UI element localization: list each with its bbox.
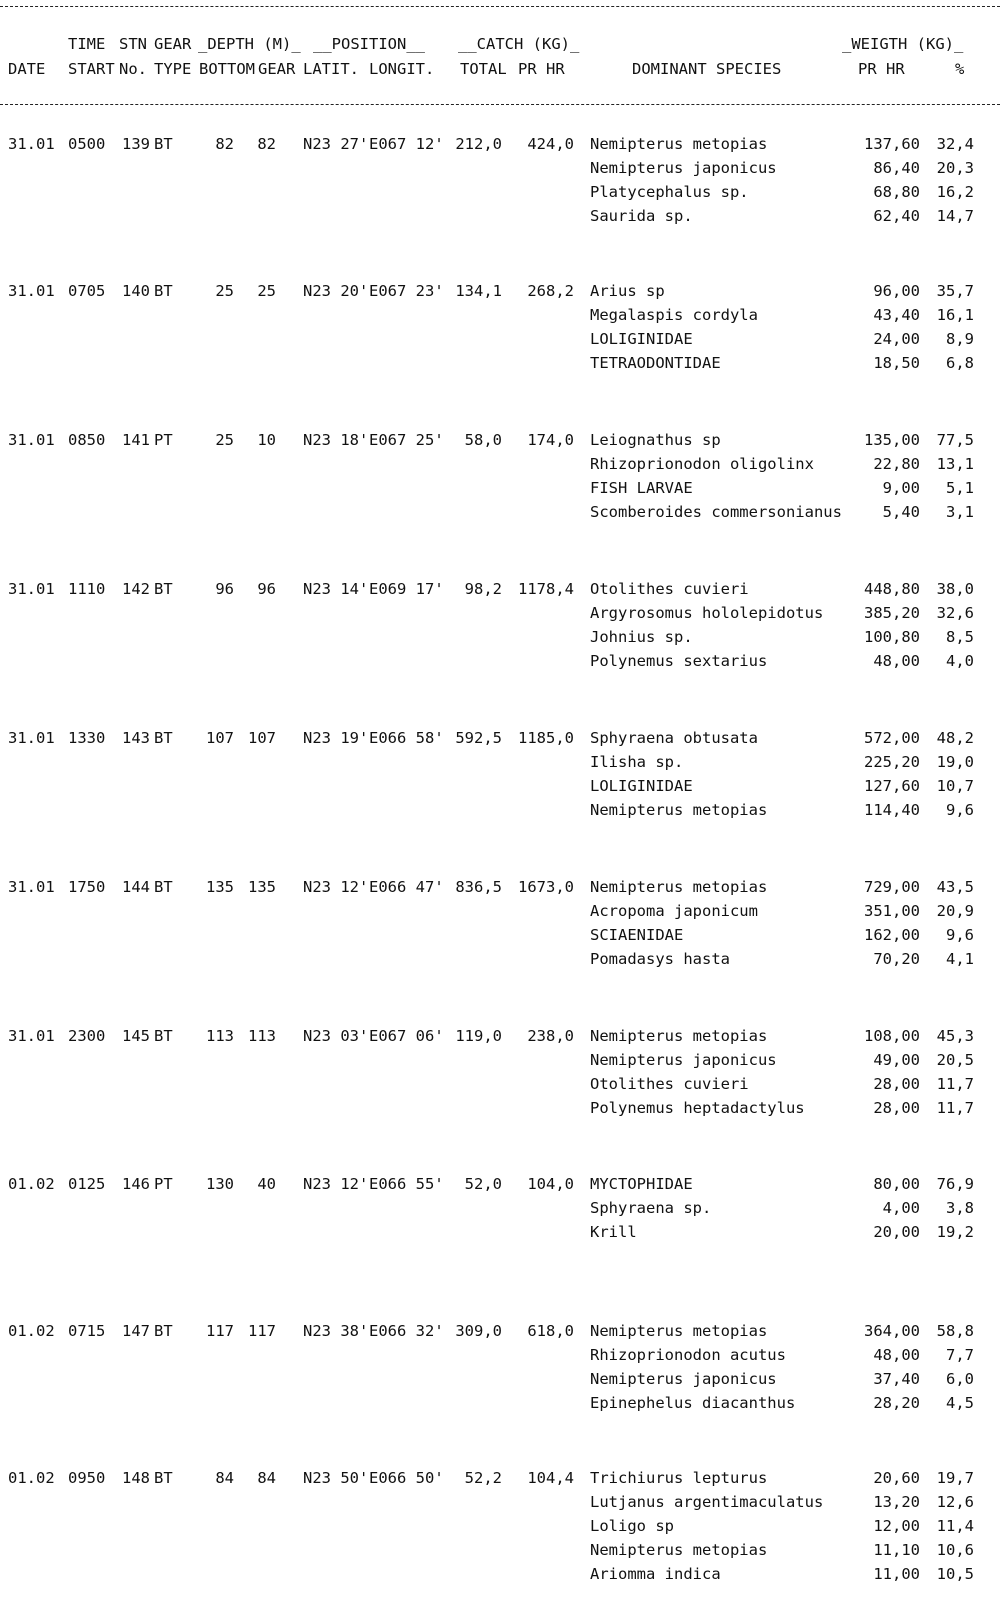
- species-weight: 572,00: [864, 729, 920, 747]
- species-name: LOLIGINIDAE: [590, 777, 693, 795]
- species-percent: 16,2: [936, 183, 974, 201]
- station-date: 31.01: [8, 431, 55, 449]
- station-total: 98,2: [464, 580, 502, 598]
- header-prhr: PR HR: [518, 60, 565, 78]
- species-name: Rhizoprionodon oligolinx: [590, 455, 814, 473]
- species-percent: 10,7: [936, 777, 974, 795]
- species-percent: 6,8: [946, 354, 974, 372]
- header-time: TIME: [68, 35, 106, 53]
- station-prhr: 104,4: [527, 1469, 574, 1487]
- station-prhr: 1673,0: [518, 878, 574, 896]
- station-total: 309,0: [455, 1322, 502, 1340]
- species-percent: 45,3: [936, 1027, 974, 1045]
- station-lat: N23 20': [303, 282, 369, 300]
- station-lat: N23 12': [303, 1175, 369, 1193]
- station-total: 592,5: [455, 729, 502, 747]
- species-weight: 11,10: [873, 1541, 920, 1559]
- species-percent: 11,4: [936, 1517, 974, 1535]
- species-weight: 5,40: [882, 503, 920, 521]
- species-name: Johnius sp.: [590, 628, 693, 646]
- species-name: Rhizoprionodon acutus: [590, 1346, 786, 1364]
- species-name: Polynemus sextarius: [590, 652, 768, 670]
- species-percent: 9,6: [946, 801, 974, 819]
- species-name: Saurida sp.: [590, 207, 693, 225]
- species-weight: 86,40: [873, 159, 920, 177]
- header-gear: GEAR: [154, 35, 192, 53]
- species-weight: 385,20: [864, 604, 920, 622]
- station-bottom: 82: [215, 135, 234, 153]
- header-weight-prhr: PR HR: [858, 60, 905, 78]
- species-name: Nemipterus metopias: [590, 878, 768, 896]
- station-stn: 139: [122, 135, 150, 153]
- header-weight-group: _WEIGTH (KG)_: [842, 35, 964, 53]
- station-prhr: 424,0: [527, 135, 574, 153]
- species-name: SCIAENIDAE: [590, 926, 684, 944]
- species-name: Loligo sp: [590, 1517, 674, 1535]
- species-weight: 225,20: [864, 753, 920, 771]
- station-stn: 148: [122, 1469, 150, 1487]
- station-lat: N23 14': [303, 580, 369, 598]
- station-total: 58,0: [464, 431, 502, 449]
- station-prhr: 174,0: [527, 431, 574, 449]
- station-gear: BT: [154, 878, 173, 896]
- header-gear-depth: GEAR: [258, 60, 296, 78]
- species-weight: 68,80: [873, 183, 920, 201]
- species-weight: 22,80: [873, 455, 920, 473]
- station-lat: N23 19': [303, 729, 369, 747]
- header-position-group: __POSITION__: [313, 35, 425, 53]
- station-gear-depth: 84: [257, 1469, 276, 1487]
- station-bottom: 135: [206, 878, 234, 896]
- station-stn: 142: [122, 580, 150, 598]
- species-percent: 16,1: [936, 306, 974, 324]
- species-weight: 43,40: [873, 306, 920, 324]
- station-gear: PT: [154, 431, 173, 449]
- station-total: 836,5: [455, 878, 502, 896]
- species-weight: 28,00: [873, 1099, 920, 1117]
- station-date: 01.02: [8, 1469, 55, 1487]
- species-name: Scomberoides commersonianus: [590, 503, 842, 521]
- species-weight: 12,00: [873, 1517, 920, 1535]
- station-stn: 147: [122, 1322, 150, 1340]
- header-longit: LONGIT.: [369, 60, 435, 78]
- station-gear-depth: 135: [248, 878, 276, 896]
- station-bottom: 130: [206, 1175, 234, 1193]
- station-bottom: 107: [206, 729, 234, 747]
- station-gear: BT: [154, 1322, 173, 1340]
- station-gear-depth: 25: [257, 282, 276, 300]
- station-bottom: 84: [215, 1469, 234, 1487]
- species-name: Polynemus heptadactylus: [590, 1099, 805, 1117]
- station-prhr: 1178,4: [518, 580, 574, 598]
- station-lon: E069 17': [369, 580, 444, 598]
- station-time: 0125: [68, 1175, 106, 1193]
- station-lat: N23 38': [303, 1322, 369, 1340]
- species-name: Nemipterus japonicus: [590, 1051, 777, 1069]
- station-gear-depth: 10: [257, 431, 276, 449]
- station-stn: 143: [122, 729, 150, 747]
- species-percent: 8,9: [946, 330, 974, 348]
- species-weight: 127,60: [864, 777, 920, 795]
- species-weight: 114,40: [864, 801, 920, 819]
- species-name: Nemipterus metopias: [590, 1541, 768, 1559]
- station-time: 0950: [68, 1469, 106, 1487]
- station-stn: 140: [122, 282, 150, 300]
- species-name: TETRAODONTIDAE: [590, 354, 721, 372]
- header-total: TOTAL: [460, 60, 507, 78]
- species-weight: 96,00: [873, 282, 920, 300]
- species-weight: 48,00: [873, 652, 920, 670]
- species-name: Nemipterus metopias: [590, 801, 768, 819]
- species-percent: 14,7: [936, 207, 974, 225]
- species-weight: 448,80: [864, 580, 920, 598]
- station-gear: BT: [154, 1027, 173, 1045]
- station-gear: BT: [154, 1469, 173, 1487]
- species-name: Lutjanus argentimaculatus: [590, 1493, 824, 1511]
- species-percent: 6,0: [946, 1370, 974, 1388]
- species-weight: 4,00: [882, 1199, 920, 1217]
- species-weight: 108,00: [864, 1027, 920, 1045]
- station-time: 0850: [68, 431, 106, 449]
- species-name: Megalaspis cordyla: [590, 306, 758, 324]
- species-weight: 137,60: [864, 135, 920, 153]
- station-time: 1110: [68, 580, 106, 598]
- station-prhr: 618,0: [527, 1322, 574, 1340]
- species-name: Otolithes cuvieri: [590, 1075, 749, 1093]
- station-date: 01.02: [8, 1322, 55, 1340]
- station-prhr: 268,2: [527, 282, 574, 300]
- species-name: LOLIGINIDAE: [590, 330, 693, 348]
- station-stn: 145: [122, 1027, 150, 1045]
- station-gear-depth: 107: [248, 729, 276, 747]
- station-time: 0715: [68, 1322, 106, 1340]
- species-percent: 32,6: [936, 604, 974, 622]
- station-lon: E067 12': [369, 135, 444, 153]
- species-weight: 100,80: [864, 628, 920, 646]
- species-weight: 28,00: [873, 1075, 920, 1093]
- station-lon: E066 32': [369, 1322, 444, 1340]
- species-percent: 20,3: [936, 159, 974, 177]
- species-percent: 19,2: [936, 1223, 974, 1241]
- species-percent: 19,0: [936, 753, 974, 771]
- species-name: Acropoma japonicum: [590, 902, 758, 920]
- header-start: START: [68, 60, 115, 78]
- station-time: 1750: [68, 878, 106, 896]
- species-name: Ariomma indica: [590, 1565, 721, 1583]
- species-percent: 19,7: [936, 1469, 974, 1487]
- header-species: DOMINANT SPECIES: [632, 60, 782, 78]
- species-weight: 20,00: [873, 1223, 920, 1241]
- species-percent: 3,1: [946, 503, 974, 521]
- species-name: Leiognathus sp: [590, 431, 721, 449]
- species-percent: 12,6: [936, 1493, 974, 1511]
- species-percent: 76,9: [936, 1175, 974, 1193]
- station-prhr: 1185,0: [518, 729, 574, 747]
- station-prhr: 238,0: [527, 1027, 574, 1045]
- station-gear: BT: [154, 135, 173, 153]
- station-gear-depth: 82: [257, 135, 276, 153]
- station-lat: N23 18': [303, 431, 369, 449]
- species-weight: 729,00: [864, 878, 920, 896]
- station-lon: E066 58': [369, 729, 444, 747]
- species-percent: 20,5: [936, 1051, 974, 1069]
- species-percent: 9,6: [946, 926, 974, 944]
- station-bottom: 113: [206, 1027, 234, 1045]
- station-time: 0500: [68, 135, 106, 153]
- station-date: 31.01: [8, 135, 55, 153]
- header-dashed-rule: [0, 104, 1000, 105]
- species-weight: 364,00: [864, 1322, 920, 1340]
- station-total: 119,0: [455, 1027, 502, 1045]
- species-name: Platycephalus sp.: [590, 183, 749, 201]
- species-name: Nemipterus metopias: [590, 135, 768, 153]
- station-total: 52,2: [464, 1469, 502, 1487]
- species-percent: 43,5: [936, 878, 974, 896]
- header-type: TYPE: [154, 60, 192, 78]
- header-catch-group: __CATCH (KG)_: [458, 35, 580, 53]
- station-bottom: 25: [215, 282, 234, 300]
- top-dashed-rule: [0, 6, 1000, 7]
- station-prhr: 104,0: [527, 1175, 574, 1193]
- station-date: 31.01: [8, 580, 55, 598]
- species-weight: 80,00: [873, 1175, 920, 1193]
- species-percent: 58,8: [936, 1322, 974, 1340]
- species-percent: 13,1: [936, 455, 974, 473]
- station-time: 1330: [68, 729, 106, 747]
- station-lon: E067 06': [369, 1027, 444, 1045]
- species-weight: 49,00: [873, 1051, 920, 1069]
- species-name: Argyrosomus hololepidotus: [590, 604, 824, 622]
- species-name: Krill: [590, 1223, 637, 1241]
- header-date: DATE: [8, 60, 46, 78]
- station-bottom: 25: [215, 431, 234, 449]
- station-date: 31.01: [8, 878, 55, 896]
- species-percent: 3,8: [946, 1199, 974, 1217]
- species-weight: 24,00: [873, 330, 920, 348]
- species-name: FISH LARVAE: [590, 479, 693, 497]
- species-name: Epinephelus diacanthus: [590, 1394, 796, 1412]
- species-name: Sphyraena obtusata: [590, 729, 758, 747]
- species-weight: 28,20: [873, 1394, 920, 1412]
- species-name: Otolithes cuvieri: [590, 580, 749, 598]
- species-weight: 18,50: [873, 354, 920, 372]
- species-name: Sphyraena sp.: [590, 1199, 712, 1217]
- species-percent: 5,1: [946, 479, 974, 497]
- station-stn: 146: [122, 1175, 150, 1193]
- species-name: Pomadasys hasta: [590, 950, 730, 968]
- station-total: 52,0: [464, 1175, 502, 1193]
- station-lat: N23 12': [303, 878, 369, 896]
- species-weight: 135,00: [864, 431, 920, 449]
- species-percent: 77,5: [936, 431, 974, 449]
- station-time: 0705: [68, 282, 106, 300]
- station-lon: E067 25': [369, 431, 444, 449]
- station-gear: PT: [154, 1175, 173, 1193]
- header-pct: %: [955, 60, 965, 78]
- species-name: Trichiurus lepturus: [590, 1469, 768, 1487]
- station-time: 2300: [68, 1027, 106, 1045]
- station-gear-depth: 113: [248, 1027, 276, 1045]
- station-date: 31.01: [8, 1027, 55, 1045]
- species-percent: 35,7: [936, 282, 974, 300]
- species-percent: 32,4: [936, 135, 974, 153]
- station-gear-depth: 117: [248, 1322, 276, 1340]
- station-lon: E067 23': [369, 282, 444, 300]
- station-gear-depth: 40: [257, 1175, 276, 1193]
- species-percent: 48,2: [936, 729, 974, 747]
- species-percent: 10,5: [936, 1565, 974, 1583]
- species-percent: 20,9: [936, 902, 974, 920]
- species-percent: 38,0: [936, 580, 974, 598]
- station-date: 31.01: [8, 729, 55, 747]
- station-lat: N23 50': [303, 1469, 369, 1487]
- species-weight: 20,60: [873, 1469, 920, 1487]
- species-name: Nemipterus metopias: [590, 1027, 768, 1045]
- header-no: No.: [119, 60, 147, 78]
- station-stn: 141: [122, 431, 150, 449]
- species-name: Ilisha sp.: [590, 753, 684, 771]
- species-percent: 4,5: [946, 1394, 974, 1412]
- station-lon: E066 50': [369, 1469, 444, 1487]
- species-percent: 11,7: [936, 1075, 974, 1093]
- species-weight: 9,00: [882, 479, 920, 497]
- station-bottom: 96: [215, 580, 234, 598]
- species-weight: 351,00: [864, 902, 920, 920]
- species-percent: 4,0: [946, 652, 974, 670]
- species-weight: 11,00: [873, 1565, 920, 1583]
- station-stn: 144: [122, 878, 150, 896]
- species-name: MYCTOPHIDAE: [590, 1175, 693, 1193]
- header-latit: LATIT.: [303, 60, 359, 78]
- species-weight: 62,40: [873, 207, 920, 225]
- species-name: Nemipterus japonicus: [590, 1370, 777, 1388]
- species-weight: 162,00: [864, 926, 920, 944]
- header-depth-group: _DEPTH (M)_: [198, 35, 301, 53]
- station-gear: BT: [154, 282, 173, 300]
- header-bottom: BOTTOM: [199, 60, 255, 78]
- station-date: 31.01: [8, 282, 55, 300]
- station-gear: BT: [154, 729, 173, 747]
- station-lon: E066 47': [369, 878, 444, 896]
- station-total: 134,1: [455, 282, 502, 300]
- station-gear: BT: [154, 580, 173, 598]
- species-percent: 11,7: [936, 1099, 974, 1117]
- species-name: Nemipterus metopias: [590, 1322, 768, 1340]
- species-percent: 7,7: [946, 1346, 974, 1364]
- station-lat: N23 27': [303, 135, 369, 153]
- station-lat: N23 03': [303, 1027, 369, 1045]
- species-weight: 70,20: [873, 950, 920, 968]
- species-percent: 10,6: [936, 1541, 974, 1559]
- station-gear-depth: 96: [257, 580, 276, 598]
- species-percent: 8,5: [946, 628, 974, 646]
- station-date: 01.02: [8, 1175, 55, 1193]
- species-name: Arius sp: [590, 282, 665, 300]
- species-name: Nemipterus japonicus: [590, 159, 777, 177]
- species-percent: 4,1: [946, 950, 974, 968]
- station-bottom: 117: [206, 1322, 234, 1340]
- species-weight: 48,00: [873, 1346, 920, 1364]
- species-weight: 13,20: [873, 1493, 920, 1511]
- station-lon: E066 55': [369, 1175, 444, 1193]
- header-stn: STN: [119, 35, 147, 53]
- species-weight: 37,40: [873, 1370, 920, 1388]
- station-total: 212,0: [455, 135, 502, 153]
